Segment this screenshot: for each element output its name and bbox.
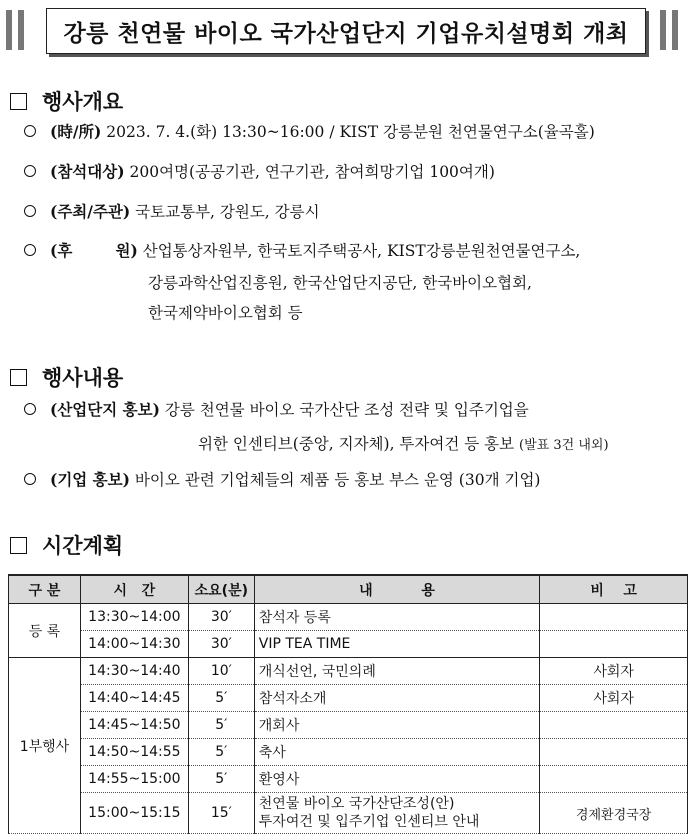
content-line-2: 투자여건 및 입주기업 인센티브 안내 — [258, 814, 480, 830]
right-bar-decoration — [660, 10, 666, 50]
column-header-category: 구 분 — [9, 575, 81, 604]
content-cell: 축사 — [254, 739, 539, 766]
duration-cell: 30′ — [188, 631, 254, 658]
item-value: 2023. 7. 4.(화) 13:30~16:00 / KIST 강릉분원 천연물연구소(율곡홀) — [106, 123, 595, 141]
item-value: 강릉 천연물 바이오 국가산단 조성 전략 및 입주기업을 — [164, 401, 529, 419]
content-line-1: 천연물 바이오 국가산단조성(안) — [258, 796, 455, 812]
item-value: 위한 인센티브(중앙, 지자체), 투자여건 등 홍보 — [198, 435, 515, 453]
note-cell — [540, 604, 688, 631]
note-cell: 사회자 — [540, 685, 688, 712]
content-cell: VIP TEA TIME — [254, 631, 539, 658]
column-header-time: 시 간 — [80, 575, 188, 604]
table-row — [9, 793, 688, 834]
note-cell — [540, 712, 688, 739]
document-title: 강릉 천연물 바이오 국가산업단지 기업유치설명회 개최 — [46, 8, 646, 54]
duration-cell: 30′ — [188, 604, 254, 631]
item-note: (발표 3건 내외) — [519, 438, 609, 453]
duration-cell: 5′ — [188, 712, 254, 739]
duration-cell: 10′ — [188, 658, 254, 685]
overview-item-host — [24, 198, 320, 226]
table-row — [9, 604, 688, 631]
time-cell: 13:30~14:00 — [80, 604, 188, 631]
section-title: 행사개요 — [42, 90, 124, 114]
time-cell: 14:55~15:00 — [80, 766, 188, 793]
schedule-table — [8, 574, 688, 834]
content-cell: 참석자 등록 — [254, 604, 539, 631]
table-row — [9, 658, 688, 685]
table-header-row — [9, 575, 688, 604]
circle-bullet-icon — [24, 473, 36, 485]
item-label: (참석대상) — [50, 162, 125, 181]
note-cell — [540, 631, 688, 658]
circle-bullet-icon — [24, 205, 36, 217]
table-row — [9, 631, 688, 658]
checkbox-square-icon — [10, 537, 27, 554]
time-cell: 14:45~14:50 — [80, 712, 188, 739]
circle-bullet-icon — [24, 165, 36, 177]
content-cell — [254, 793, 539, 834]
note-cell — [540, 739, 688, 766]
section-heading-overview — [8, 86, 123, 116]
table-row — [9, 685, 688, 712]
section-heading-schedule — [8, 530, 123, 560]
time-cell: 14:50~14:55 — [80, 739, 188, 766]
content-cell: 개회사 — [254, 712, 539, 739]
category-cell: 등 록 — [9, 604, 81, 658]
note-cell: 경제환경국장 — [540, 793, 688, 834]
column-header-note: 비 고 — [540, 575, 688, 604]
overview-item-when — [24, 118, 595, 146]
left-bar-decoration — [6, 10, 12, 50]
content-item-industrial — [24, 396, 529, 424]
sponsor-line-2: 강릉과학산업진흥원, 한국산업단지공단, 한국바이오협회, — [148, 274, 532, 292]
item-value: 국토교통부, 강원도, 강릉시 — [135, 203, 320, 221]
circle-bullet-icon — [24, 403, 36, 415]
duration-cell: 15′ — [188, 793, 254, 834]
time-cell: 14:00~14:30 — [80, 631, 188, 658]
duration-cell: 5′ — [188, 685, 254, 712]
item-label: (후 원) — [50, 241, 138, 260]
duration-cell: 5′ — [188, 739, 254, 766]
section-title: 시간계획 — [42, 534, 124, 558]
duration-cell: 5′ — [188, 766, 254, 793]
content-item-company — [24, 466, 540, 494]
title-banner — [0, 8, 694, 56]
time-cell: 15:00~15:15 — [80, 793, 188, 834]
column-header-duration: 소요(분) — [188, 575, 254, 604]
sponsor-line-3: 한국제약바이오협회 등 — [148, 304, 303, 322]
column-header-content: 내 용 — [254, 575, 539, 604]
circle-bullet-icon — [24, 244, 36, 256]
item-value: 산업통상자원부, 한국토지주택공사, KIST강릉분원천연물연구소, — [142, 242, 581, 260]
item-label: (주최/주관) — [50, 202, 131, 221]
overview-item-attendees — [24, 158, 495, 186]
content-cell: 환영사 — [254, 766, 539, 793]
circle-bullet-icon — [24, 125, 36, 137]
time-cell: 14:30~14:40 — [80, 658, 188, 685]
section-title: 행사내용 — [42, 366, 124, 390]
item-label: (산업단지 홍보) — [50, 400, 160, 419]
checkbox-square-icon — [10, 369, 27, 386]
time-cell: 14:40~14:45 — [80, 685, 188, 712]
item-label: (時/所) — [50, 122, 102, 141]
overview-item-sponsor — [24, 237, 580, 265]
left-bar-decoration — [18, 10, 24, 50]
note-cell — [540, 766, 688, 793]
table-row — [9, 712, 688, 739]
right-bar-decoration — [672, 10, 678, 50]
category-cell: 1부행사 — [9, 658, 81, 834]
note-cell: 사회자 — [540, 658, 688, 685]
checkbox-square-icon — [10, 93, 27, 110]
table-row — [9, 766, 688, 793]
content-cell: 참석자소개 — [254, 685, 539, 712]
item-value: 200여명(공공기관, 연구기관, 참여희망기업 100여개) — [129, 163, 495, 181]
content-cell: 개식선언, 국민의례 — [254, 658, 539, 685]
item-value: 바이오 관련 기업체들의 제품 등 홍보 부스 운영 (30개 기업) — [134, 471, 541, 489]
table-row — [9, 739, 688, 766]
item-label: (기업 홍보) — [50, 470, 130, 489]
industrial-line-2 — [198, 430, 609, 460]
section-heading-content — [8, 362, 123, 392]
